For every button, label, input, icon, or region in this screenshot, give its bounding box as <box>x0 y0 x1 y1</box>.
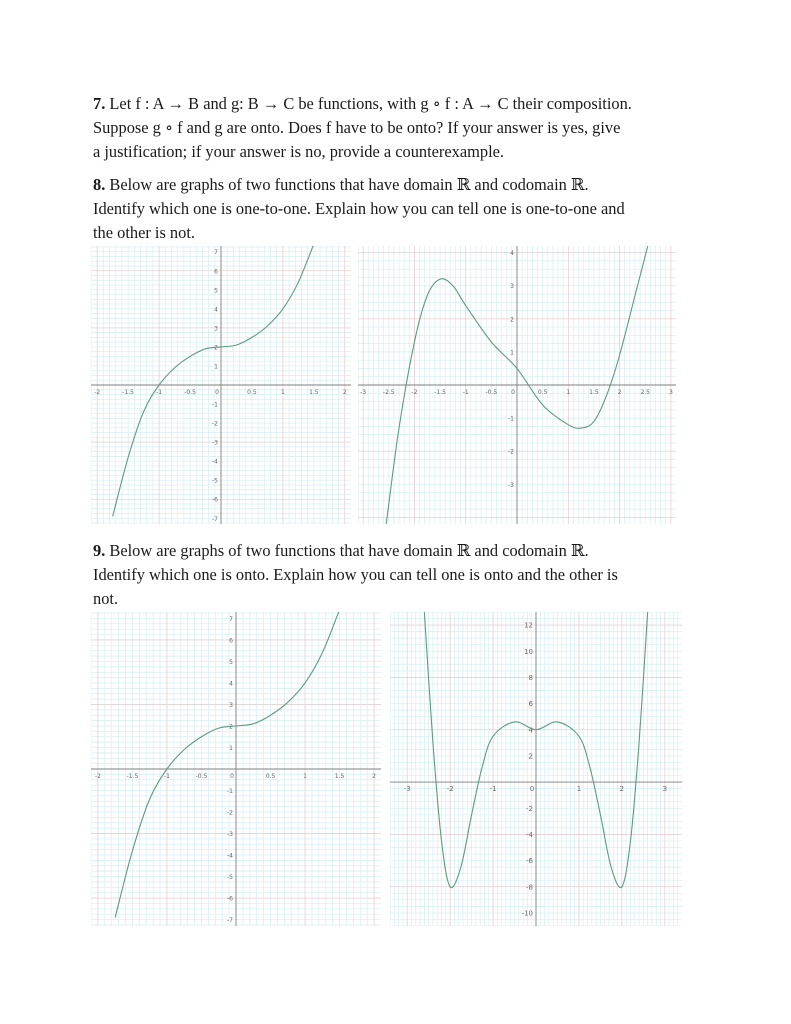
y-tick-label: 6 <box>229 637 233 645</box>
graph-9a-canvas <box>91 612 381 926</box>
x-tick-label: 2.5 <box>640 389 650 396</box>
x-tick-label: -2 <box>411 389 418 396</box>
problem-9 <box>93 539 708 611</box>
y-tick-label: 1 <box>229 744 233 752</box>
y-tick-label: 3 <box>229 701 233 709</box>
x-tick-label: 1.5 <box>589 389 599 396</box>
y-tick-label: 6 <box>528 700 533 709</box>
y-tick-label: 4 <box>510 250 514 258</box>
problem-7-line-1 <box>93 92 708 116</box>
problem-7-number: 7. <box>93 94 106 113</box>
problem-8-number: 8. <box>93 175 106 194</box>
x-tick-label: -1.5 <box>434 389 446 396</box>
y-tick-label: 7 <box>229 615 233 623</box>
x-tick-label: 3 <box>662 785 668 794</box>
y-tick-label: -2 <box>526 804 533 813</box>
x-tick-label: -1.5 <box>126 773 139 780</box>
y-tick-label: -5 <box>227 874 233 882</box>
x-tick-label: -3 <box>360 389 367 396</box>
y-tick-label: -6 <box>526 857 533 866</box>
x-tick-label: 1 <box>576 785 582 794</box>
y-tick-label: 6 <box>214 268 218 276</box>
y-tick-label: 2 <box>229 723 233 731</box>
graph-8b <box>358 246 676 524</box>
x-tick-label: 2 <box>372 773 377 780</box>
problem-7-line-2: Suppose g ∘ f and g are onto. Does f have to be onto? If your answer is yes, give <box>93 118 621 137</box>
y-tick-label: 12 <box>524 621 533 630</box>
x-tick-label: 1.5 <box>309 389 319 396</box>
y-tick-label: -10 <box>521 909 533 918</box>
problem-8-line-1 <box>93 173 708 197</box>
y-tick-label: 2 <box>510 316 514 324</box>
problem-9-line-3: not. <box>93 589 119 608</box>
y-tick-label: 5 <box>214 287 218 295</box>
y-tick-label: 4 <box>528 726 533 735</box>
x-tick-label: 0.5 <box>265 773 276 780</box>
y-tick-label: -4 <box>227 852 233 860</box>
y-tick-label: -1 <box>227 788 233 796</box>
x-tick-label: -1 <box>462 389 469 396</box>
problem-8-line-2: Identify which one is one-to-one. Explain how you can tell one is one-to-one and <box>93 199 625 218</box>
graph-9b-canvas <box>390 612 682 926</box>
x-tick-label: 3 <box>668 389 673 396</box>
problem-7 <box>93 92 708 164</box>
y-tick-label: 2 <box>528 752 533 761</box>
x-tick-label: 0.5 <box>247 389 257 396</box>
x-tick-label: 1.5 <box>334 773 345 780</box>
y-tick-label: -1 <box>212 401 218 409</box>
x-tick-label: 0 <box>529 785 535 794</box>
y-tick-label: 3 <box>510 283 514 291</box>
problem-8 <box>93 173 708 245</box>
x-tick-label: -1.5 <box>122 389 135 396</box>
y-tick-label: 10 <box>524 647 533 656</box>
problem-9-text-1: Below are graphs of two functions that have domain ℝ and codomain ℝ. <box>109 541 589 560</box>
y-tick-label: -2 <box>227 809 233 817</box>
y-tick-label: -3 <box>508 481 514 489</box>
x-tick-label: 0 <box>511 389 515 396</box>
graph-8b-canvas <box>358 246 676 524</box>
problem-9-line-1 <box>93 539 708 563</box>
x-tick-label: 0 <box>230 773 234 780</box>
y-tick-label: -4 <box>212 458 218 466</box>
x-tick-label: -1 <box>163 773 170 780</box>
y-tick-label: -1 <box>508 415 514 423</box>
x-tick-label: -0.5 <box>195 773 208 780</box>
y-tick-label: 5 <box>229 658 233 666</box>
x-tick-label: 2 <box>617 389 622 396</box>
y-tick-label: 8 <box>528 673 533 682</box>
y-tick-label: 1 <box>214 363 218 371</box>
y-tick-label: 4 <box>229 680 233 688</box>
y-tick-label: 3 <box>214 325 218 333</box>
x-tick-label: 1 <box>280 389 285 396</box>
y-tick-label: -7 <box>212 515 218 523</box>
y-tick-label: -6 <box>227 895 233 903</box>
y-tick-label: -5 <box>212 477 218 485</box>
problem-8-line-3: the other is not. <box>93 223 195 242</box>
x-tick-label: -1 <box>156 389 163 396</box>
x-tick-label: 1 <box>566 389 571 396</box>
y-tick-label: -4 <box>526 830 533 839</box>
y-tick-label: 7 <box>214 249 218 257</box>
y-tick-label: -3 <box>212 439 218 447</box>
y-tick-label: 2 <box>214 344 218 352</box>
x-tick-label: -2 <box>446 785 454 794</box>
x-tick-label: -3 <box>403 785 411 794</box>
y-tick-label: -6 <box>212 496 218 504</box>
graph-8a-canvas <box>91 246 351 524</box>
x-tick-label: 0.5 <box>537 389 548 396</box>
x-tick-label: -0.5 <box>485 389 498 396</box>
graph-9a <box>91 612 381 926</box>
y-tick-label: -2 <box>212 420 218 428</box>
x-tick-label: -2 <box>94 773 101 780</box>
graph-8a <box>91 246 351 524</box>
problem-8-text-1: Below are graphs of two functions that have domain ℝ and codomain ℝ. <box>109 175 589 194</box>
problem-7-text-1: Let f : A → B and g: B → C be functions, with g ∘ f : A → C their composition. <box>109 94 632 113</box>
y-tick-label: 1 <box>510 349 514 357</box>
y-tick-label: -8 <box>526 883 533 892</box>
x-tick-label: -0.5 <box>184 389 196 396</box>
x-tick-label: 1 <box>303 773 307 780</box>
problem-9-line-2: Identify which one is onto. Explain how you can tell one is onto and the other is <box>93 565 618 584</box>
y-tick-label: -2 <box>508 448 514 456</box>
x-tick-label: -2 <box>94 389 101 396</box>
x-tick-label: -2.5 <box>382 389 395 396</box>
y-tick-label: 4 <box>214 306 218 314</box>
x-tick-label: 2 <box>619 785 625 794</box>
x-tick-label: 2 <box>342 389 347 396</box>
problem-9-number: 9. <box>93 541 106 560</box>
x-tick-label: 0 <box>215 389 219 396</box>
x-tick-label: -1 <box>489 785 497 794</box>
y-tick-label: -7 <box>227 917 233 925</box>
problem-7-line-3: a justification; if your answer is no, provide a counterexample. <box>93 142 505 161</box>
y-tick-label: -3 <box>227 831 233 839</box>
graph-9b <box>390 612 682 926</box>
